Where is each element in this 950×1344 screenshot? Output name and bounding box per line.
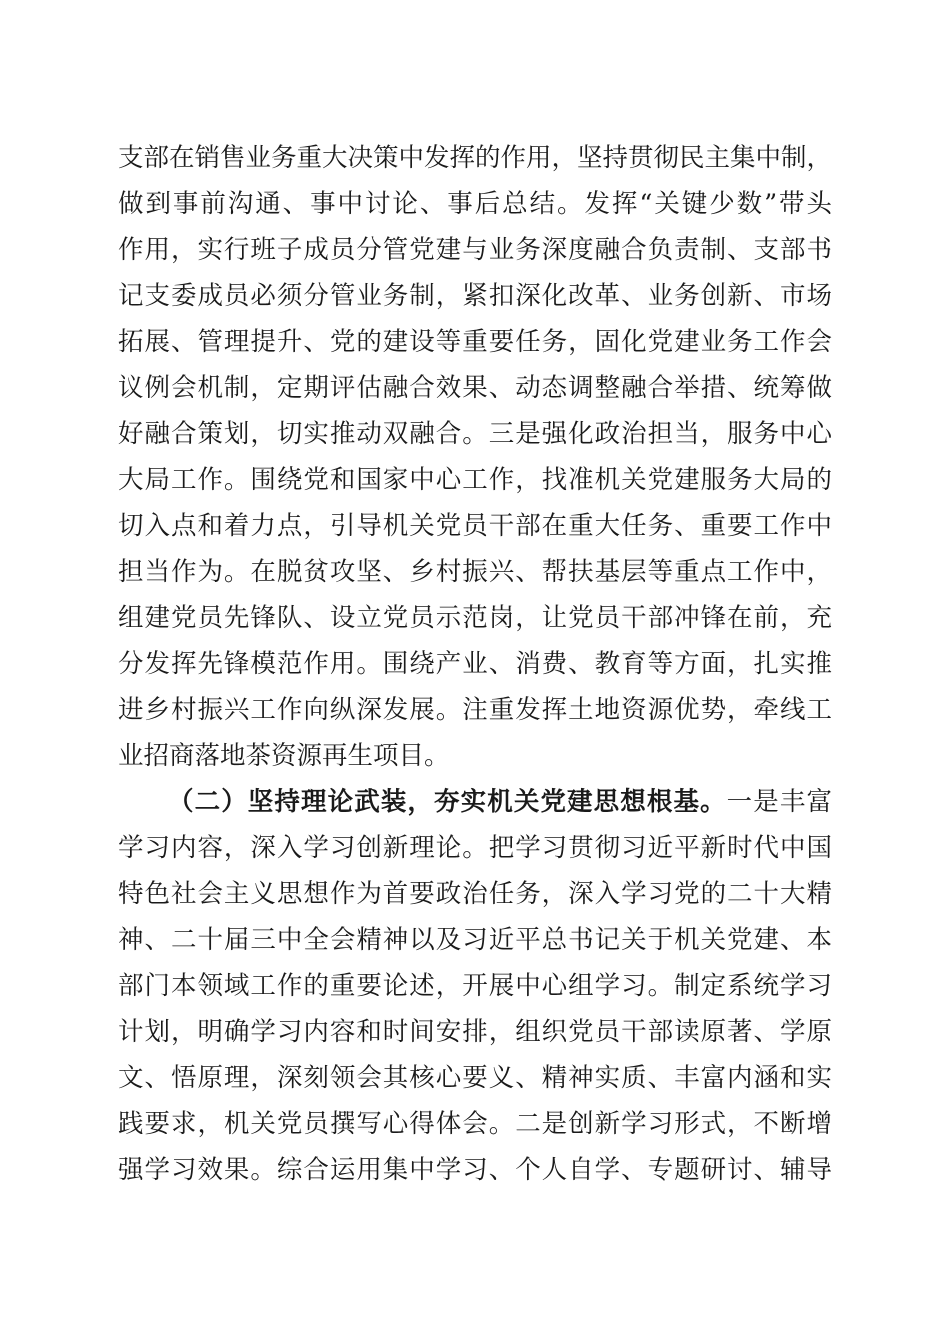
body-text-line: 特色社会主义思想作为首要政治任务，深入学习党的二十大精 (118, 879, 832, 909)
body-text-line: 担当作为。在脱贫攻坚、乡村振兴、帮扶基层等重点工作中， (118, 557, 832, 587)
body-text-line: 文、悟原理，深刻领会其核心要义、精神实质、丰富内涵和实 (118, 1063, 832, 1093)
body-text-line: 神、二十届三中全会精神以及习近平总书记关于机关党建、本 (118, 925, 832, 955)
section-heading-line (168, 782, 832, 822)
body-text-line: 支部在销售业务重大决策中发挥的作用，坚持贯彻民主集中制， (118, 143, 833, 173)
body-text-line: 分发挥先锋模范作用。围绕产业、消费、教育等方面，扎实推 (118, 649, 832, 679)
body-text-line: 强学习效果。综合运用集中学习、个人自学、专题研讨、辅导 (118, 1155, 832, 1185)
body-text-line: 议例会机制，定期评估融合效果、动态调整融合举措、统筹做 (118, 373, 832, 403)
body-text-line: 大局工作。围绕党和国家中心工作，找准机关党建服务大局的 (118, 465, 832, 495)
body-text-line: 学习内容，深入学习创新理论。把学习贯彻习近平新时代中国 (118, 833, 832, 863)
body-text-line: 业招商落地茶资源再生项目。 (118, 741, 450, 771)
body-text-line: 记支委成员必须分管业务制，紧扣深化改革、业务创新、市场 (118, 281, 832, 311)
section-heading: （二）坚持理论武装，夯实机关党建思想根基。 (168, 787, 727, 817)
body-text-line: 践要求，机关党员撰写心得体会。二是创新学习形式，不断增 (118, 1109, 832, 1139)
body-text-line: 计划，明确学习内容和时间安排，组织党员干部读原著、学原 (118, 1017, 832, 1047)
body-text-line: 好融合策划，切实推动双融合。三是强化政治担当，服务中心 (118, 419, 832, 449)
body-text-line: 部门本领域工作的重要论述，开展中心组学习。制定系统学习 (118, 971, 832, 1001)
body-text-line: 作用，实行班子成员分管党建与业务深度融合负责制、支部书 (118, 235, 832, 265)
body-text-line: 进乡村振兴工作向纵深发展。注重发挥土地资源优势，牵线工 (118, 695, 832, 725)
body-text-line: 拓展、管理提升、党的建设等重要任务，固化党建业务工作会 (118, 327, 832, 357)
body-text-line: 切入点和着力点，引导机关党员干部在重大任务、重要工作中 (118, 511, 832, 541)
body-text-line: 做到事前沟通、事中讨论、事后总结。发挥“关键少数”带头 (118, 189, 832, 219)
section-heading-continuation: 一是丰富 (726, 787, 832, 817)
body-text-line: 组建党员先锋队、设立党员示范岗，让党员干部冲锋在前，充 (118, 603, 832, 633)
